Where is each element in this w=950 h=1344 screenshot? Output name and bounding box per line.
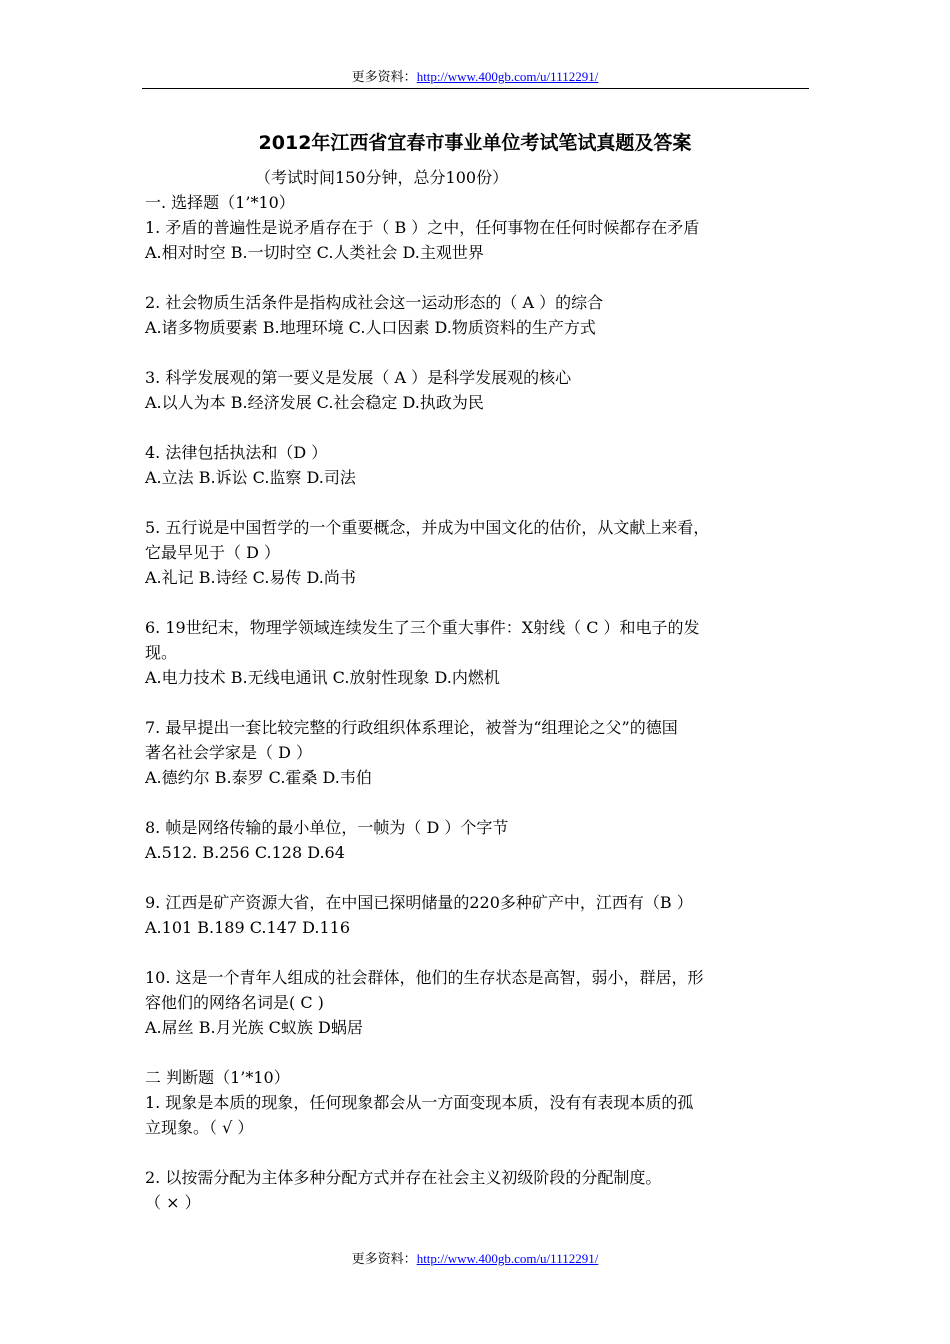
question-options: A.德约尔 B.泰罗 C.霍桑 D.韦伯 (145, 768, 372, 787)
question-item (145, 965, 809, 1040)
question-options: A.相对时空 B.一切时空 C.人类社会 D.主观世界 (145, 243, 484, 262)
question-text-continued: 它最早见于（ D ） (145, 543, 281, 562)
section-2-heading: 二 判断题（1’*10） (145, 1068, 290, 1087)
header-link[interactable]: http://www.400gb.com/u/1112291/ (416, 69, 599, 84)
judgment-text: 1. 现象是本质的现象，任何现象都会从一方面变现本质，没有有表现本质的孤 (145, 1093, 694, 1112)
judgment-text: 2. 以按需分配为主体多种分配方式并存在社会主义初级阶段的分配制度。 (145, 1168, 662, 1187)
question-text-continued: 著名社会学家是（ D ） (145, 743, 313, 762)
question-options: A.屌丝 B.月光族 C蚁族 D蜗居 (145, 1018, 363, 1037)
question-options: A.以人为本 B.经济发展 C.社会稳定 D.执政为民 (145, 393, 484, 412)
question-item (145, 290, 809, 340)
question-text: 3. 科学发展观的第一要义是发展（ A ）是科学发展观的核心 (145, 368, 572, 387)
document-body (145, 165, 809, 1215)
header-divider (142, 88, 809, 89)
question-options: A.512. B.256 C.128 D.64 (145, 843, 345, 862)
question-item (145, 815, 809, 865)
question-item (145, 615, 809, 690)
question-options: A.礼记 B.诗经 C.易传 D.尚书 (145, 568, 356, 587)
judgment-text-continued: 立现象。（ √ ） (145, 1118, 254, 1137)
question-item (145, 215, 809, 265)
header-prefix: 更多资料： (351, 69, 417, 84)
document-title: 2012年江西省宜春市事业单位考试笔试真题及答案 (258, 132, 692, 154)
question-text-continued: 容他们的网络名词是( C ) (145, 993, 324, 1012)
question-item (145, 715, 809, 790)
question-text-continued: 现。 (145, 643, 178, 662)
section-1-heading: 一. 选择题（1’*10） (145, 193, 295, 212)
question-text: 10. 这是一个青年人组成的社会群体，他们的生存状态是高智，弱小，群居，形 (145, 968, 704, 987)
question-item (145, 365, 809, 415)
question-options: A.诸多物质要素 B.地理环境 C.人口因素 D.物质资料的生产方式 (145, 318, 596, 337)
question-text: 6. 19世纪末，物理学领域连续发生了三个重大事件：X射线（ C ）和电子的发 (145, 618, 700, 637)
question-options: A.立法 B.诉讼 C.监察 D.司法 (145, 468, 356, 487)
question-text: 2. 社会物质生活条件是指构成社会这一运动形态的（ A ）的综合 (145, 293, 604, 312)
question-item (145, 890, 809, 940)
question-text: 7. 最早提出一套比较完整的行政组织体系理论，被誉为“组理论之父”的德国 (145, 718, 678, 737)
exam-info: （考试时间150分钟，总分100份） (255, 168, 509, 187)
question-options: A.电力技术 B.无线电通讯 C.放射性现象 D.内燃机 (145, 668, 500, 687)
footer-link[interactable]: http://www.400gb.com/u/1112291/ (416, 1251, 599, 1266)
page-footer (0, 1248, 950, 1267)
page-header (0, 66, 950, 85)
footer-prefix: 更多资料： (351, 1251, 417, 1266)
question-text: 4. 法律包括执法和（D ） (145, 443, 328, 462)
judgment-item (145, 1165, 809, 1215)
question-item (145, 440, 809, 490)
question-text: 1. 矛盾的普遍性是说矛盾存在于（ B ）之中，任何事物在任何时候都存在矛盾 (145, 218, 700, 237)
question-item (145, 515, 809, 590)
judgment-item (145, 1090, 809, 1140)
question-text: 8. 帧是网络传输的最小单位，一帧为（ D ）个字节 (145, 818, 509, 837)
question-options: A.101 B.189 C.147 D.116 (145, 918, 350, 937)
question-text: 9. 江西是矿产资源大省，在中国已探明储量的220多种矿产中，江西有（B ） (145, 893, 693, 912)
question-text: 5. 五行说是中国哲学的一个重要概念，并成为中国文化的估价，从文献上来看， (145, 518, 710, 537)
judgment-text-continued: （ × ） (145, 1193, 201, 1212)
